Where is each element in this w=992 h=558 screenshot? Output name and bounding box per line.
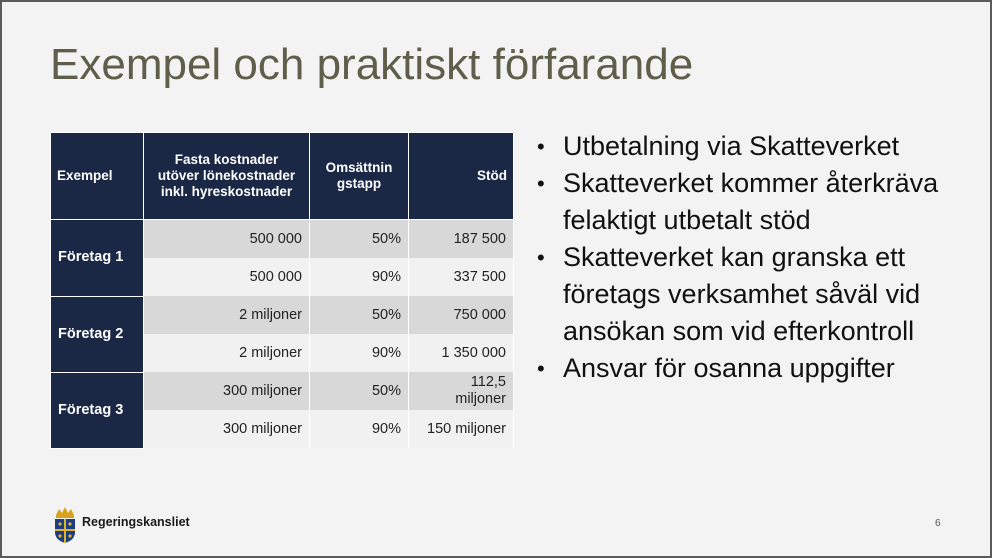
cell-support: 187 500 xyxy=(409,220,514,259)
table-header-row xyxy=(51,133,514,220)
slide xyxy=(2,2,990,556)
header-support: Stöd xyxy=(409,133,514,220)
cell-revenue-loss: 90% xyxy=(310,410,409,448)
cell-fixed-costs: 500 000 xyxy=(144,220,310,259)
bullet-item xyxy=(535,128,965,165)
cell-support: 150 miljoner xyxy=(409,410,514,448)
logo-text: Regeringskansliet xyxy=(82,515,190,529)
company-cell: Företag 3 xyxy=(51,372,144,448)
cell-revenue-loss: 90% xyxy=(310,258,409,296)
crown-shield-icon xyxy=(52,506,78,549)
company-cell: Företag 1 xyxy=(51,220,144,297)
bullet-dot-icon: • xyxy=(537,245,545,270)
header-exempel: Exempel xyxy=(51,133,144,220)
cell-revenue-loss: 50% xyxy=(310,372,409,410)
bullet-dot-icon: • xyxy=(537,356,545,381)
header-fixed-costs-text: Fasta kostnader utöver lönekostnader inkl. hyreskostnader xyxy=(157,152,296,199)
table-row xyxy=(51,296,514,334)
cell-support xyxy=(409,372,514,410)
cell-support: 750 000 xyxy=(409,296,514,334)
bullet-item xyxy=(535,239,965,350)
table-row xyxy=(51,372,514,410)
cell-fixed-costs: 2 miljoner xyxy=(144,334,310,372)
company-cell: Företag 2 xyxy=(51,296,144,372)
example-table xyxy=(50,132,514,449)
bullet-dot-icon: • xyxy=(537,134,545,159)
cell-support-text: 112,5 miljoner xyxy=(455,374,506,407)
cell-support: 337 500 xyxy=(409,258,514,296)
bullet-dot-icon: • xyxy=(537,171,545,196)
page-number: 6 xyxy=(935,518,941,529)
bullet-item xyxy=(535,350,965,387)
bullet-list xyxy=(535,128,965,387)
header-fixed-costs xyxy=(144,133,310,220)
header-revenue-loss xyxy=(310,133,409,220)
bullet-text: Skatteverket kan granska ett företags verksamhet såväl vid ansökan som vid efterkontroll xyxy=(563,242,921,346)
bullet-text: Ansvar för osanna uppgifter xyxy=(563,353,895,383)
bullet-text: Skatteverket kommer återkräva felaktigt utbetalt stöd xyxy=(563,168,939,235)
cell-fixed-costs: 300 miljoner xyxy=(144,410,310,448)
cell-fixed-costs: 300 miljoner xyxy=(144,372,310,410)
table-row xyxy=(51,220,514,259)
cell-support: 1 350 000 xyxy=(409,334,514,372)
cell-revenue-loss: 50% xyxy=(310,296,409,334)
cell-fixed-costs: 500 000 xyxy=(144,258,310,296)
bullet-item xyxy=(535,165,965,239)
cell-revenue-loss: 90% xyxy=(310,334,409,372)
slide-title: Exempel och praktiskt förfarande xyxy=(50,40,694,89)
cell-fixed-costs: 2 miljoner xyxy=(144,296,310,334)
cell-revenue-loss: 50% xyxy=(310,220,409,259)
bullet-text: Utbetalning via Skatteverket xyxy=(563,131,900,161)
header-revenue-loss-text: Omsättnin gstapp xyxy=(325,160,393,191)
